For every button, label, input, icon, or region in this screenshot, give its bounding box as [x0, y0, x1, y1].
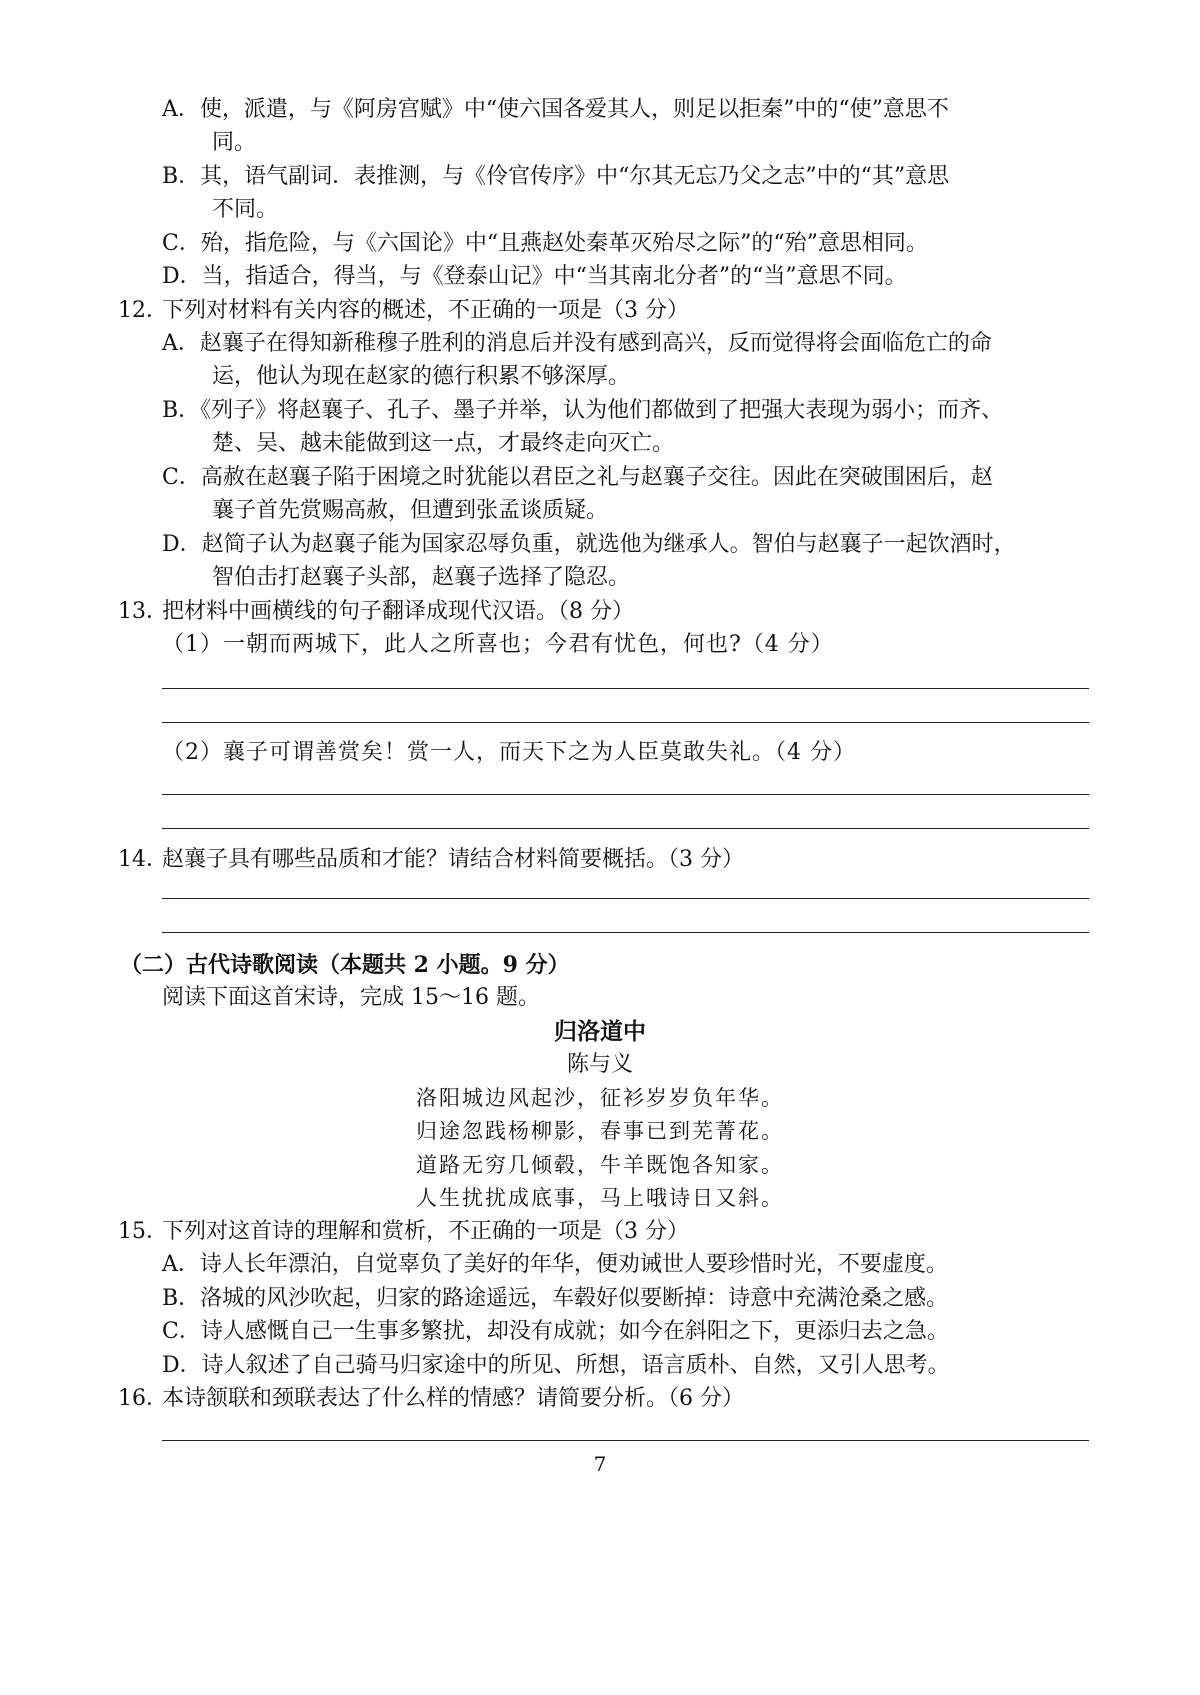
- poem-author: 陈与义: [566, 1052, 633, 1077]
- q13-answer-line-3[interactable]: [162, 794, 1089, 795]
- poem-line-3: 道路无穷几倾毂，牛羊既饱各知家。: [416, 1153, 784, 1177]
- q15-option-c: C．诗人感慨自己一生事多繁扰，却没有成就；如今在斜阳之下，更添归去之急。: [162, 1319, 949, 1344]
- q14-answer-line-1[interactable]: [162, 898, 1089, 899]
- poem-line-1: 洛阳城边风起沙，征衫岁岁负年华。: [416, 1086, 784, 1110]
- q15-option-d: D．诗人叙述了自己骑马归家途中的所见、所想，语言质朴、自然，又引人思考。: [162, 1353, 950, 1378]
- q12-option-d-line2: 智伯击打赵襄子头部，赵襄子选择了隐忍。: [212, 565, 631, 590]
- q11-option-b-line1: B．其，语气副词．表推测，与《伶官传序》中“尔其无忘乃父之志”中的“其”意思: [162, 164, 950, 189]
- q12-option-b-line2: 楚、吴、越未能做到这一点，才最终走向灭亡。: [212, 431, 675, 456]
- q11-option-c: C．殆，指危险，与《六国论》中“且燕赵处秦革灭殆尽之际”的“殆”意思相同。: [162, 231, 928, 256]
- q11-option-a-line2: 同。: [212, 130, 257, 155]
- q12-option-c-line1: C．高赦在赵襄子陷于困境之时犹能以君臣之礼与赵襄子交往。因此在突破围困后，赵: [162, 465, 993, 490]
- q13-sub1: （1）一朝而两城下，此人之所喜也；今君有忧色，何也?（4 分）: [162, 632, 834, 657]
- q11-option-b-line2: 不同。: [212, 197, 279, 222]
- q15-option-b: B．洛城的风沙吹起，归家的路途遥远，车毂好似要断掉：诗意中充满沧桑之感。: [162, 1286, 949, 1311]
- q12-option-a-line2: 运，他认为现在赵家的德行积累不够深厚。: [212, 364, 631, 389]
- q12-option-d-line1: D．赵简子认为赵襄子能为国家忍辱负重，就选他为继承人。智伯与赵襄子一起饮酒时，: [162, 532, 1016, 557]
- q13-answer-line-2[interactable]: [162, 722, 1089, 723]
- q14-number: 14．: [118, 847, 168, 872]
- q11-option-a-line1: A．使，派遣，与《阿房宫赋》中“使六国各爱其人，则足以拒秦”中的“使”意思不: [162, 97, 949, 122]
- q16-answer-line-1[interactable]: [162, 1440, 1089, 1441]
- q14-stem: 赵襄子具有哪些品质和才能？请结合材料简要概括。（3 分）: [162, 847, 744, 872]
- q11-option-d: D．当，指适合，得当，与《登泰山记》中“当其南北分者”的“当”意思不同。: [162, 264, 907, 289]
- q13-answer-line-1[interactable]: [162, 688, 1089, 689]
- q12-option-b-line1: B．《列子》将赵襄子、孔子、墨子并举，认为他们都做到了把强大表现为弱小；而齐、: [162, 398, 1004, 423]
- q13-sub2: （2）襄子可谓善赏矣！赏一人，而天下之为人臣莫敢失礼。（4 分）: [162, 740, 856, 765]
- q15-stem: 下列对这首诗的理解和赏析，不正确的一项是（3 分）: [162, 1219, 689, 1244]
- section-heading: （二）古代诗歌阅读（本题共 2 小题。9 分）: [120, 952, 570, 978]
- q16-number: 16．: [118, 1386, 168, 1411]
- q12-stem: 下列对材料有关内容的概述，不正确的一项是（3 分）: [162, 298, 689, 323]
- q13-stem: 把材料中画横线的句子翻译成现代汉语。（8 分）: [162, 599, 634, 624]
- page-number: 7: [593, 1452, 607, 1476]
- section-intro: 阅读下面这首宋诗，完成 15～16 题。: [162, 985, 540, 1010]
- q15-option-a: A．诗人长年漂泊，自觉辜负了美好的年华，便劝诫世人要珍惜时光，不要虚度。: [162, 1252, 948, 1277]
- poem-title: 归洛道中: [554, 1019, 646, 1045]
- poem-line-4: 人生扰扰成底事，马上哦诗日又斜。: [416, 1186, 784, 1210]
- q13-answer-line-4[interactable]: [162, 828, 1089, 829]
- q12-number: 12．: [118, 298, 168, 323]
- q12-option-a-line1: A．赵襄子在得知新稚穆子胜利的消息后并没有感到高兴，反而觉得将会面临危亡的命: [162, 331, 992, 356]
- q12-option-c-line2: 襄子首先赏赐高赦，但遭到张孟谈质疑。: [212, 498, 609, 523]
- q15-number: 15．: [118, 1219, 168, 1244]
- q14-answer-line-2[interactable]: [162, 932, 1089, 933]
- poem-line-2: 归途忽践杨柳影，春事已到芜菁花。: [416, 1119, 784, 1143]
- q13-number: 13．: [118, 599, 168, 624]
- q16-stem: 本诗颔联和颈联表达了什么样的情感？请简要分析。（6 分）: [162, 1386, 744, 1411]
